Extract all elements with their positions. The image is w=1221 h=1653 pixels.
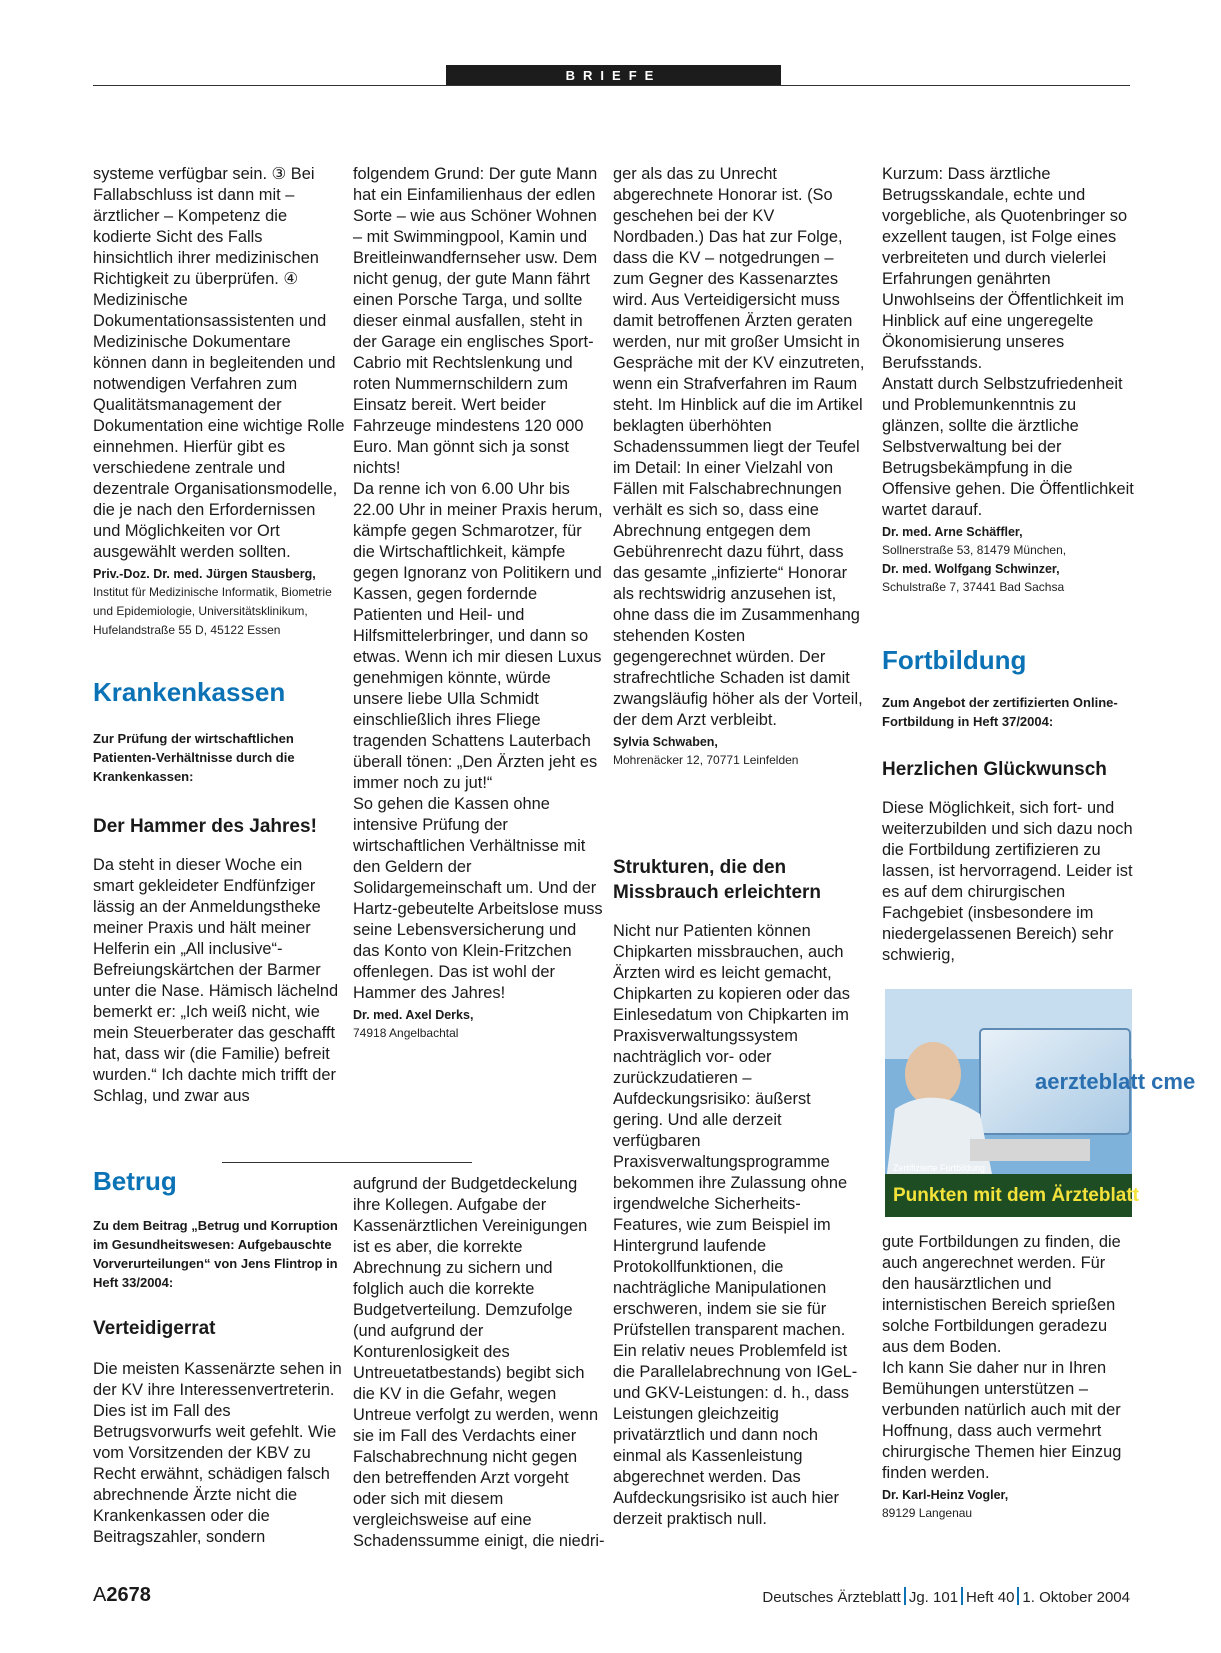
journal-date: 1. Oktober 2004 bbox=[1022, 1589, 1130, 1606]
signature-name: Dr. Karl-Heinz Vogler, bbox=[882, 1488, 1009, 1502]
header-rule bbox=[93, 85, 1130, 86]
journal-issue: Heft 40 bbox=[966, 1589, 1015, 1606]
signature-name: Sylvia Schwaben, bbox=[613, 735, 718, 749]
paragraph: folgendem Grund: Der gute Mann hat ein Einfamilienhaus der edlen Sorte – wie aus Schöner Wohnen – mit Swimmingpool, Kamin und Breitleinwandfernseher usw. Dem nicht genug, der gute Mann fährt einen Porsche Targa, und sollte dieser einmal ausfallen, steht in der Garage ein englisches Sport-Cabrio mit Rechtslenkung und roten Nummernschildern zum Einsatz bereit. Wert beider Fahrzeuge mindestens 120 000 Euro. Man gönnt sich ja sonst nichts! bbox=[353, 165, 598, 477]
paragraph: Die meisten Kassenärzte sehen in der KV ihre Interessenvertreterin. Dies ist im Fall des Betrugsvorwurfs weit gefehlt. Wie vom Vorsitzenden der KBV zu Recht erwähnt, schädigen falsch abrechnende Ärzte nicht die Krankenkassen oder die Beitragszahler, sondern bbox=[93, 1360, 342, 1546]
column-4-section-3 bbox=[882, 1232, 1134, 1523]
photo-screen-text: aerzteblatt cme bbox=[1035, 1069, 1196, 1094]
column-3 bbox=[613, 164, 865, 770]
column-1-section-3 bbox=[93, 1166, 345, 1548]
photo-illustration bbox=[885, 989, 1196, 1217]
signature-address: 74918 Angelbachtal bbox=[353, 1026, 459, 1040]
rubric-heading: Betrug bbox=[93, 1166, 177, 1196]
signature-name: Dr. med. Axel Derks, bbox=[353, 1008, 474, 1022]
rubric-heading: Fortbildung bbox=[882, 645, 1027, 675]
section-label: BRIEFE bbox=[446, 65, 781, 86]
signature-address: 89129 Langenau bbox=[882, 1506, 973, 1520]
article-intro: Zu dem Beitrag „Betrug und Korruption im Gesundheitswesen: Aufgebauschte Vorverurteilungen“ von Jens Flintrop in Heft 33/2004: bbox=[93, 1218, 338, 1290]
journal-name: Deutsches Ärzteblatt bbox=[762, 1589, 901, 1606]
paragraph: gute Fortbildungen zu finden, die auch angerechnet werden. Für den hausärztlichen und internistischen Bereich sprießen solche Fortbildungen geradezu aus dem Boden. bbox=[882, 1233, 1121, 1356]
column-3-section-2 bbox=[613, 855, 865, 1530]
paragraph: Da renne ich von 6.00 Uhr bis 22.00 Uhr in meiner Praxis herum, kämpfe gegen Schmarotzer, für die Wirtschaftlichkeit, kämpfe gegen Ignoranz von Politikern und Kassen, gegen fordernde Patienten und Heil- und Hilfsmittelerbringer, und dann so etwas. Wenn ich mir diesen Luxus genehmigen könnte, würde unsere liebe Ulla Schmidt einschließlich ihres Fliege tragenden Schattens Lauterbach überall tönen: „Den Ärzten jeht es immer noch zu jut!“ bbox=[353, 480, 603, 792]
paragraph: Kurzum: Dass ärztliche Betrugsskandale, echte und vorgebliche, als Quotenbringer so exzellent taugen, ist Folge eines verbreiteten und durch vielerlei Erfahrungen genährten Unwohlseins der Öffentlichkeit im Hinblick auf eine ungeregelte Ökonomisierung unseres Berufsstands. bbox=[882, 165, 1128, 372]
photo-banner-text: Punkten mit dem Ärzteblatt bbox=[893, 1185, 1139, 1206]
column-2 bbox=[353, 164, 605, 1043]
photo-small-caption: Zertifizierte Fortbildung bbox=[893, 1163, 986, 1173]
letter-headline: Der Hammer des Jahres! bbox=[93, 816, 317, 837]
rubric-heading: Krankenkassen bbox=[93, 677, 286, 707]
journal-volume: Jg. 101 bbox=[908, 1589, 959, 1606]
footer-separator bbox=[1017, 1587, 1019, 1605]
page-number bbox=[93, 1584, 151, 1607]
page-number-value: 2678 bbox=[106, 1584, 151, 1606]
signature-address: Schulstraße 7, 37441 Bad Sachsa bbox=[882, 580, 1065, 594]
paragraph: Da steht in dieser Woche ein smart gekleideter Endfünfziger lässig an der Anmeldungstheke meiner Praxis und hält meiner Helferin ein „All inclusive“-Befreiungskärtchen der Barmer unter die Nase. Hämisch lächelnd bemerkt er: „Ich weiß nicht, wie mein Steuerberater das geschafft hat, dass wir (die Familie) befreit wurden.“ Ich dachte mich trifft der Schlag, und zwar aus bbox=[93, 856, 339, 1105]
column-2-section-2 bbox=[353, 1174, 605, 1552]
cme-photo bbox=[885, 989, 1196, 1217]
column-4 bbox=[882, 164, 1134, 597]
signature-name: Dr. med. Arne Schäffler, bbox=[882, 525, 1023, 539]
letter-headline: Herzlichen Glückwunsch bbox=[882, 759, 1107, 780]
signature-name: Dr. med. Wolfgang Schwinzer, bbox=[882, 562, 1060, 576]
paragraph: Diese Möglichkeit, sich fort- und weiterzubilden und sich dazu noch die Fortbildung zertifizieren zu lassen, ist hervorragend. Leider ist es auf dem chirurgischen Fachgebiet (insbesondere im niedergelassenen Bereich) sehr schwierig, bbox=[882, 799, 1133, 964]
signature-name: Priv.-Doz. Dr. med. Jürgen Stausberg, bbox=[93, 567, 316, 581]
paragraph: aufgrund der Budgetdeckelung ihre Kollegen. Aufgabe der Kassenärztlichen Vereinigungen ist es aber, die korrekte Abrechnung zu sichern und folglich auch die korrekte Budgetverteilung. Demzufolge (und aufgrund der Konturenlosigkeit des Untreuetatbestands) begibt sich die KV in die Gefahr, wegen Untreue verfolgt zu werden, wenn sie im Fall des Verdachts einer Falschabrechnung nicht gegen den betreffenden Arzt vorgeht oder sich mit diesem vergleichsweise auf eine Schadenssumme einigt, die niedri- bbox=[353, 1175, 605, 1550]
article-intro: Zur Prüfung der wirtschaftlichen Patienten-Verhältnisse durch die Krankenkassen: bbox=[93, 731, 295, 784]
paragraph: Anstatt durch Selbstzufriedenheit und Problemunkenntnis zu glänzen, sollte die ärztliche Selbstverwaltung bei der Betrugsbekämpfung in die Offensive gehen. Die Öffentlichkeit wartet darauf. bbox=[882, 375, 1134, 519]
page-prefix: A bbox=[93, 1584, 107, 1606]
paragraph: systeme verfügbar sein. ③ Bei Fallabschluss ist dann mit – ärztlicher – Kompetenz die kodierte Sicht des Falls hinsichtlich ihrer medizinischen Richtigkeit zu überprüfen. ④ Medizinische Dokumentationsassistenten und Medizinische Dokumentare können dann in begleitenden und notwendigen Verfahren zum Qualitätsmanagement der Dokumentation eine wichtige Rolle einnehmen. Hierfür gibt es verschiedene zentrale und dezentrale Organisationsmodelle, die je nach den Erfordernissen und Möglichkeiten vor Ort ausgewählt werden sollten. bbox=[93, 165, 345, 561]
paragraph: Ich kann Sie daher nur in Ihren Bemühungen unterstützen – verbunden natürlich auch mit der Hoffnung, dass auch vermehrt chirurgische Themen hier Einzug finden werden. bbox=[882, 1359, 1122, 1482]
paragraph: So gehen die Kassen ohne intensive Prüfung der wirtschaftlichen Verhältnisse mit den Geldern der Solidargemeinschaft um. Und der Hartz-gebeutelte Arbeitslose muss seine Lebensversicherung und das Konto von Klein-Fritzchen offenlegen. Das ist wohl der Hammer des Jahres! bbox=[353, 795, 603, 1002]
footer-separator bbox=[961, 1587, 963, 1605]
column-4-section-2 bbox=[882, 645, 1134, 966]
signature-address: Institut für Medizinische Informatik, Biometrie und Epidemiologie, Universitätsklinikum, Hufelandstraße 55 D, 45122 Essen bbox=[93, 585, 332, 637]
article-intro: Zum Angebot der zertifizierten Online-Fortbildung in Heft 37/2004: bbox=[882, 695, 1118, 729]
paragraph: Nicht nur Patienten können Chipkarten missbrauchen, auch Ärzten wird es leicht gemacht, Chipkarten zu kopieren oder das Einlesedatum von Chipkarten im Praxisverwaltungssystem nachträglich vor- oder zurückzudatieren – Aufdeckungsrisiko: äußerst gering. Und alle derzeit verfügbaren Praxisverwaltungsprogramme bekommen ihre Zulassung ohne irgendwelche Sicherheits-Features, wie zum Beispiel im Hintergrund laufende Protokollfunktionen, die nachträgliche Manipulationen erschweren, indem sie sie für Prüfstellen transparent machen. bbox=[613, 922, 850, 1339]
letter-headline: Verteidigerrat bbox=[93, 1318, 216, 1339]
journal-footer bbox=[762, 1587, 1130, 1606]
paragraph: Ein relativ neues Problemfeld ist die Parallelabrechnung von IGeL- und GKV-Leistungen: d. h., dass Leistungen gleichzeitig privatärztlich und dann noch einmal als Kassenleistung abgerechnet werden. Das Aufdeckungsrisiko ist auch hier derzeit praktisch null. bbox=[613, 1342, 858, 1528]
footer-separator bbox=[904, 1587, 906, 1605]
paragraph: ger als das zu Unrecht abgerechnete Honorar ist. (So geschehen bei der KV Nordbaden.) Das hat zur Folge, dass die KV – notgedrungen – zum Gegner des Kassenarztes wird. Aus Verteidigersicht muss damit betroffenen Ärzten geraten werden, nur mit großer Umsicht in Gespräche mit der KV einzutreten, wenn ein Strafverfahren im Raum steht. Im Hinblick auf die im Artikel beklagten überhöhten Schadenssummen liegt der Teufel im Detail: In einer Vielzahl von Fällen mit Falschabrechnungen verhält es sich so, dass eine Abrechnung entgegen dem Gebührenrecht dazu führt, dass das gesamte „infizierte“ Honorar als rechtswidrig anzusehen ist, ohne dass die im Zusammenhang stehenden Kosten gegengerechnet würden. Der strafrechtliche Schaden ist damit zwangsläufig höher als der Vorteil, der dem Arzt verbleibt. bbox=[613, 165, 865, 729]
column-1 bbox=[93, 164, 345, 640]
column-1-section-2 bbox=[93, 677, 345, 1107]
column-divider bbox=[222, 1162, 472, 1163]
signature-address: Sollnerstraße 53, 81479 München, bbox=[882, 543, 1067, 557]
signature-address: Mohrenäcker 12, 70771 Leinfelden bbox=[613, 753, 799, 767]
letter-headline: Strukturen, die den Missbrauch erleichtern bbox=[613, 857, 822, 903]
